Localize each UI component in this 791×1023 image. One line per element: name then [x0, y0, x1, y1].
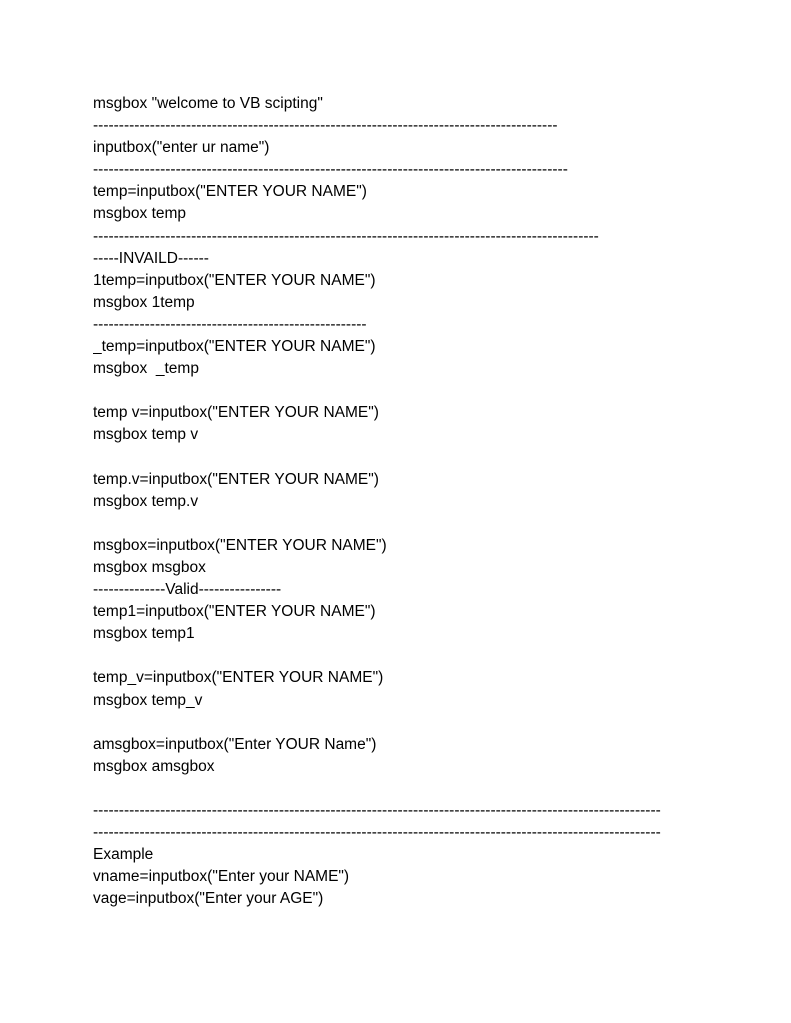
code-line: temp v=inputbox("ENTER YOUR NAME"): [93, 404, 379, 422]
blank-line: [93, 645, 733, 667]
code-line: temp_v=inputbox("ENTER YOUR NAME"): [93, 669, 384, 687]
code-line: msgbox "welcome to VB scipting": [93, 95, 323, 112]
document-body: [93, 93, 733, 910]
code-line: 1temp=inputbox("ENTER YOUR NAME"): [93, 271, 376, 289]
code-line: temp=inputbox("ENTER YOUR NAME"): [93, 183, 367, 201]
code-line: msgbox temp1: [93, 625, 195, 643]
code-line: msgbox temp_v: [93, 691, 203, 709]
section-heading-invalid: -----INVAILD------: [93, 249, 209, 267]
code-line: _temp=inputbox("ENTER YOUR NAME"): [93, 338, 376, 356]
blank-line: [93, 447, 733, 469]
separator-line: ------------------------------------------------------------------------------------------: [93, 117, 558, 135]
code-line: msgbox _temp: [93, 360, 199, 378]
code-line: vname=inputbox("Enter your NAME"): [93, 868, 350, 886]
code-line: vage=inputbox("Enter your AGE"): [93, 890, 324, 908]
code-line: temp.v=inputbox("ENTER YOUR NAME"): [93, 470, 379, 488]
blank-line: [93, 712, 733, 734]
code-line: msgbox temp v: [93, 426, 199, 444]
code-line: msgbox msgbox: [93, 558, 206, 576]
blank-line: [93, 778, 733, 800]
code-line: msgbox 1temp: [93, 293, 195, 311]
section-heading-valid: --------------Valid----------------: [93, 581, 282, 599]
code-line: msgbox temp: [93, 205, 187, 223]
separator-line: --------------------------------------------------------------------------------------------------: [93, 227, 599, 245]
separator-line: --------------------------------------------------------------------------------------------------------------: [93, 824, 661, 842]
code-line: temp1=inputbox("ENTER YOUR NAME"): [93, 603, 376, 621]
code-line: msgbox temp.v: [93, 492, 199, 510]
separator-line: --------------------------------------------------------------------------------------------------------------: [93, 802, 661, 819]
separator-line: -----------------------------------------------------: [93, 315, 367, 333]
blank-line: [93, 513, 733, 535]
section-heading-example: Example: [93, 846, 154, 864]
code-line: msgbox amsgbox: [93, 757, 215, 775]
code-line: msgbox=inputbox("ENTER YOUR NAME"): [93, 536, 387, 554]
blank-line: [93, 380, 733, 402]
code-line: inputbox("enter ur name"): [93, 139, 270, 157]
code-line: amsgbox=inputbox("Enter YOUR Name"): [93, 735, 377, 753]
separator-line: --------------------------------------------------------------------------------------------: [93, 161, 568, 179]
